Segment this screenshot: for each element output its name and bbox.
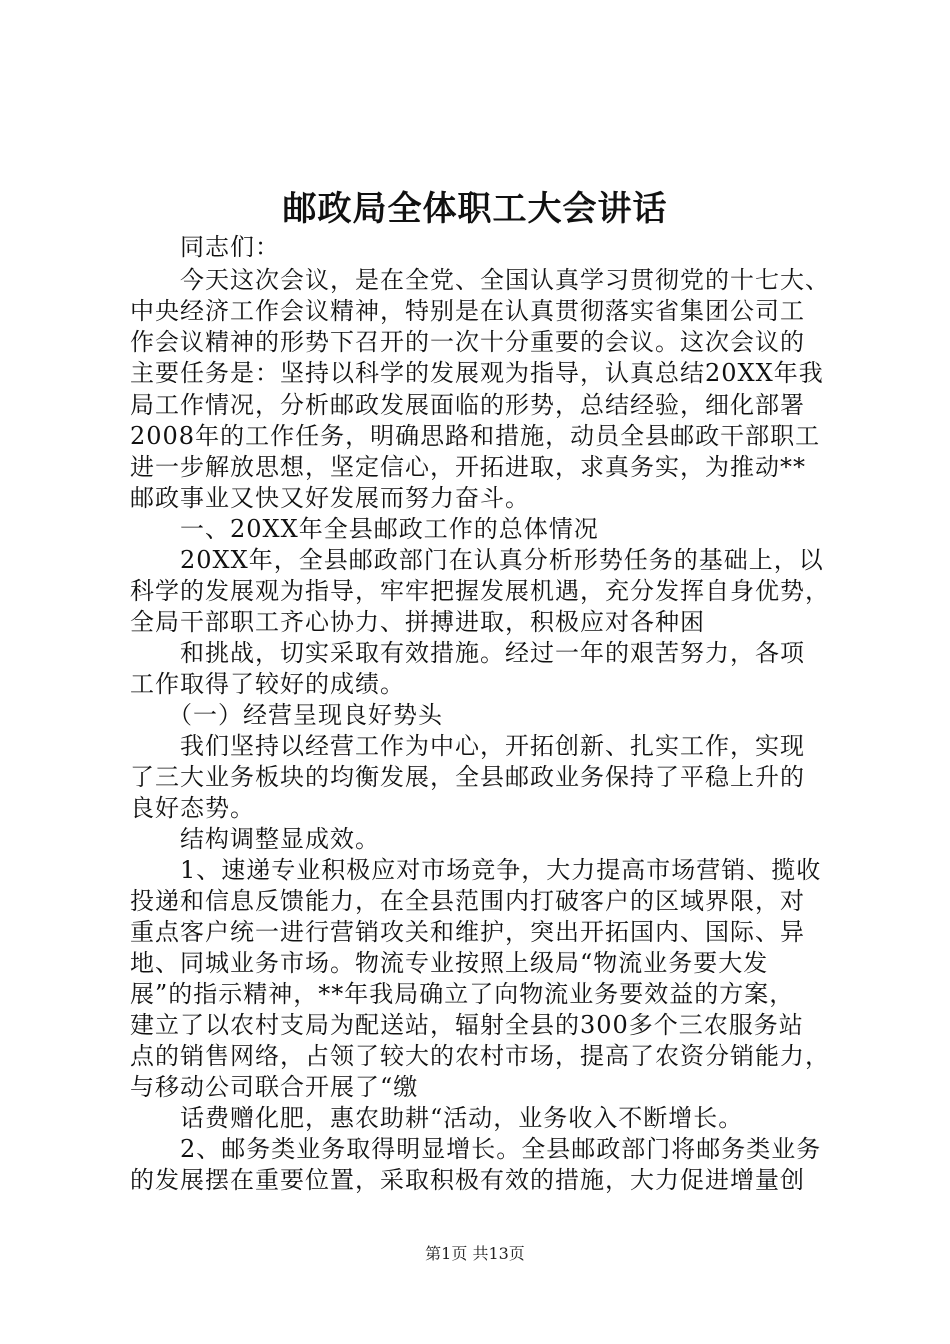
text-line: 2008年的工作任务，明确思路和措施，动员全县邮政干部职工	[130, 422, 821, 450]
text-line: 科学的发展观为指导，牢牢把握发展机遇，充分发挥自身优势，	[130, 577, 830, 605]
subsection-heading: （一）经营呈现良好势头	[130, 701, 443, 729]
document-title: 邮政局全体职工大会讲话	[282, 189, 668, 229]
text-line: 话费赠化肥，惠农助耕“活动，业务收入不断增长。	[130, 1104, 744, 1132]
text-line: 和挑战，切实采取有效措施。经过一年的艰苦努力，各项	[130, 639, 805, 667]
text-line: 全局干部职工齐心协力、拼搏进取，积极应对各种困	[130, 608, 705, 636]
text-line: 我们坚持以经营工作为中心，开拓创新、扎实工作，实现	[130, 732, 805, 760]
text-line: 了三大业务板块的均衡发展，全县邮政业务保持了平稳上升的	[130, 763, 805, 791]
section-heading: 一、20XX年全县邮政工作的总体情况	[130, 515, 599, 543]
text-line: 1、速递专业积极应对市场竞争，大力提高市场营销、揽收	[130, 856, 822, 884]
text-line: 良好态势。	[130, 794, 255, 822]
text-line: 今天这次会议，是在全党、全国认真学习贯彻党的十七大、	[130, 266, 830, 294]
text-line: 邮政事业又快又好发展而努力奋斗。	[130, 484, 530, 512]
text-line: 主要任务是：坚持以科学的发展观为指导，认真总结20XX年我	[130, 359, 824, 387]
text-line: 20XX年，全县邮政部门在认真分析形势任务的基础上，以	[130, 546, 824, 574]
text-line: 局工作情况，分析邮政发展面临的形势，总结经验，细化部署	[130, 391, 805, 419]
page-footer: 第1页 共13页	[425, 1244, 525, 1263]
text-line: 结构调整显成效。	[130, 825, 380, 853]
text-line: 作会议精神的形势下召开的一次十分重要的会议。这次会议的	[130, 328, 805, 356]
text-line: 重点客户统一进行营销攻关和维护，突出开拓国内、国际、异	[130, 918, 805, 946]
text-line: 点的销售网络，占领了较大的农村市场，提高了农资分销能力，	[130, 1042, 830, 1070]
text-line: 同志们：	[130, 233, 280, 261]
text-line: 与移动公司联合开展了“缴	[130, 1073, 419, 1101]
text-line: 地、同城业务市场。物流专业按照上级局“物流业务要大发	[130, 949, 769, 977]
text-line: 的发展摆在重要位置，采取积极有效的措施，大力促进增量创	[130, 1166, 805, 1194]
text-line: 中央经济工作会议精神，特别是在认真贯彻落实省集团公司工	[130, 297, 805, 325]
text-line: 进一步解放思想，坚定信心，开拓进取，求真务实，为推动**	[130, 453, 806, 481]
text-line: 工作取得了较好的成绩。	[130, 670, 405, 698]
text-line: 2、邮务类业务取得明显增长。全县邮政部门将邮务类业务	[130, 1135, 822, 1163]
text-line: 展”的指示精神，**年我局确立了向物流业务要效益的方案，	[130, 980, 795, 1008]
text-line: 建立了以农村支局为配送站，辐射全县的300多个三农服务站	[130, 1011, 804, 1039]
text-line: 投递和信息反馈能力，在全县范围内打破客户的区域界限，对	[130, 887, 805, 915]
